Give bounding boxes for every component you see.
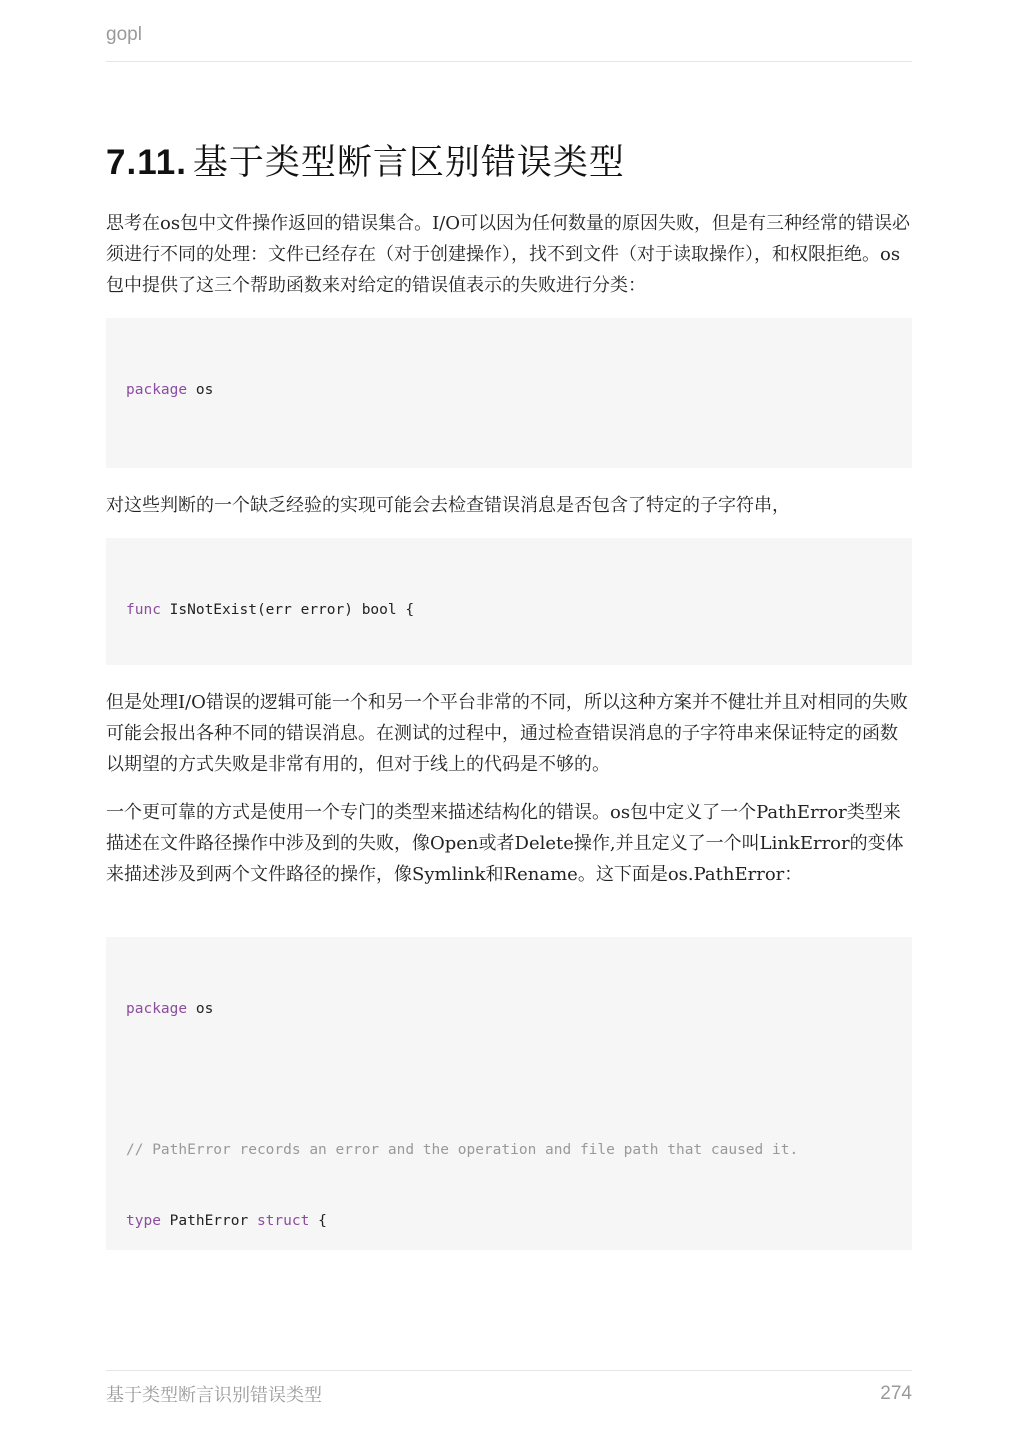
page-header [106, 24, 912, 62]
code-line: type PathError struct { [126, 1212, 327, 1229]
section-title-text: 基于类型断言区别错误类型 [192, 143, 625, 182]
book-name: gopl [106, 24, 142, 45]
code-line-blank [126, 1069, 892, 1093]
paragraph-intro: 思考在os包中文件操作返回的错误集合。I/O可以因为任何数量的原因失败，但是有三种经常的错误必须进行不同的处理：文件已经存在（对于创建操作），找不到文件（对于读取操作），和权限拒绝。os包中提供了这三个帮助函数来对给定的错误值表示的失败进行分类： [106, 213, 911, 296]
code-block-patherror [106, 937, 912, 1250]
paragraph-naive: 对这些判断的一个缺乏经验的实现可能会去检查错误消息是否包含了特定的子字符串， [106, 495, 790, 516]
code-line: func IsNotExist(err error) bool { [126, 602, 415, 618]
paragraph-patherror: 一个更可靠的方式是使用一个专门的类型来描述结构化的错误。os包中定义了一个PathError类型来描述在文件路径操作中涉及到的失败，像Open或者Delete操作,并且定义了一个叫LinkError的变体来描述涉及到两个文件路径的操作，像Symlink和Rename。这下面是os.PathError： [106, 802, 904, 885]
section-title [106, 135, 625, 185]
section-number: 7.11. [106, 143, 187, 182]
code-line-blank [126, 450, 892, 469]
code-block-helpers [106, 318, 912, 468]
code-line: package os [126, 1001, 214, 1017]
page-number: 274 [880, 1383, 912, 1404]
code-line: package os [126, 382, 214, 398]
page-footer [106, 1370, 912, 1421]
code-block-naive-impl [106, 538, 912, 665]
footer-chapter-title: 基于类型断言识别错误类型 [106, 1385, 322, 1406]
paragraph-platform: 但是处理I/O错误的逻辑可能一个和另一个平台非常的不同，所以这种方案并不健壮并且对相同的失败可能会报出各种不同的错误消息。在测试的过程中，通过检查错误消息的子字符串来保证特定的函数以期望的方式失败是非常有用的，但对于线上的代码是不够的。 [106, 692, 908, 775]
code-line: // PathError records an error and the operation and file path that caused it. [126, 1142, 799, 1158]
